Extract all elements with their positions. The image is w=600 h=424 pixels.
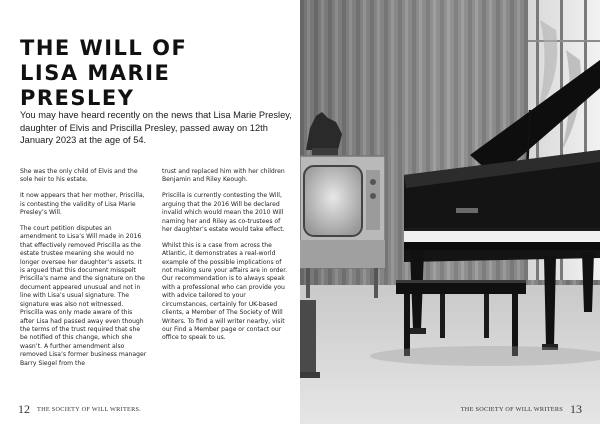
article-intro: You may have heard recently on the news that Lisa Marie Presley, daughter of Elvis and Priscilla Presley, passed away on 12th January 2023 at the age of 54.: [20, 110, 292, 146]
piano-room-photo: [300, 0, 600, 424]
paragraph: Whilst this is a case from across the Atlantic, it demonstrates a real-world example of the possible implications of not making sure your affairs are in order. Our recommendation is to always speak with a professional who can provide you with advice tailored to your circumstances, certainly for UK-based clients, a Member of The Society of Will Writers. To find a will writer nearby, visit our Find a Member page or contact our office to speak to us.: [162, 241, 288, 342]
right-footer: [461, 400, 582, 418]
title-line-2: LISA MARIE PRESLEY: [20, 61, 171, 110]
title-line-1: THE WILL OF: [20, 36, 188, 60]
text-column-1: [20, 168, 148, 375]
left-footer: [18, 400, 141, 418]
paragraph: Priscilla is currently contesting the Will, arguing that the 2016 Will be declared invalid which would mean the 2010 Will naming her and Riley as co-trustees of her daughter’s estate would take effect.: [162, 192, 285, 233]
article-title: [20, 36, 292, 111]
paragraph: It now appears that her mother, Priscilla, is contesting the validity of Lisa Marie Presley’s Will.: [20, 192, 145, 217]
paragraph: The court petition disputes an amendment to Lisa’s Will made in 2016 that effectively removed Priscilla as the estate trustee meaning she would no longer oversee her daughter’s assets. It is argued that this document misspelt Priscilla’s name and the signature on the document appeared unusual and not in line with Lisa’s usual signature. The signature was also not witnessed. Priscilla was only made aware of this after Lisa had passed away even though the terms of the trust required that she be notified of this change, which she wasn’t. A further amendment also removed Lisa’s former business manager Barry Siegel from the: [20, 225, 147, 367]
page-number: 13: [570, 401, 582, 416]
right-page: [300, 0, 600, 424]
text-column-2: [162, 168, 290, 350]
page-number: 12: [18, 401, 30, 416]
paragraph: She was the only child of Elvis and the sole heir to his estate.: [20, 168, 138, 184]
paragraph: trust and replaced him with her children Benjamin and Riley Keough.: [162, 168, 285, 184]
publication-name: THE SOCIETY OF WILL WRITERS: [460, 405, 563, 413]
publication-name: THE SOCIETY OF WILL WRITERS.: [37, 405, 142, 413]
